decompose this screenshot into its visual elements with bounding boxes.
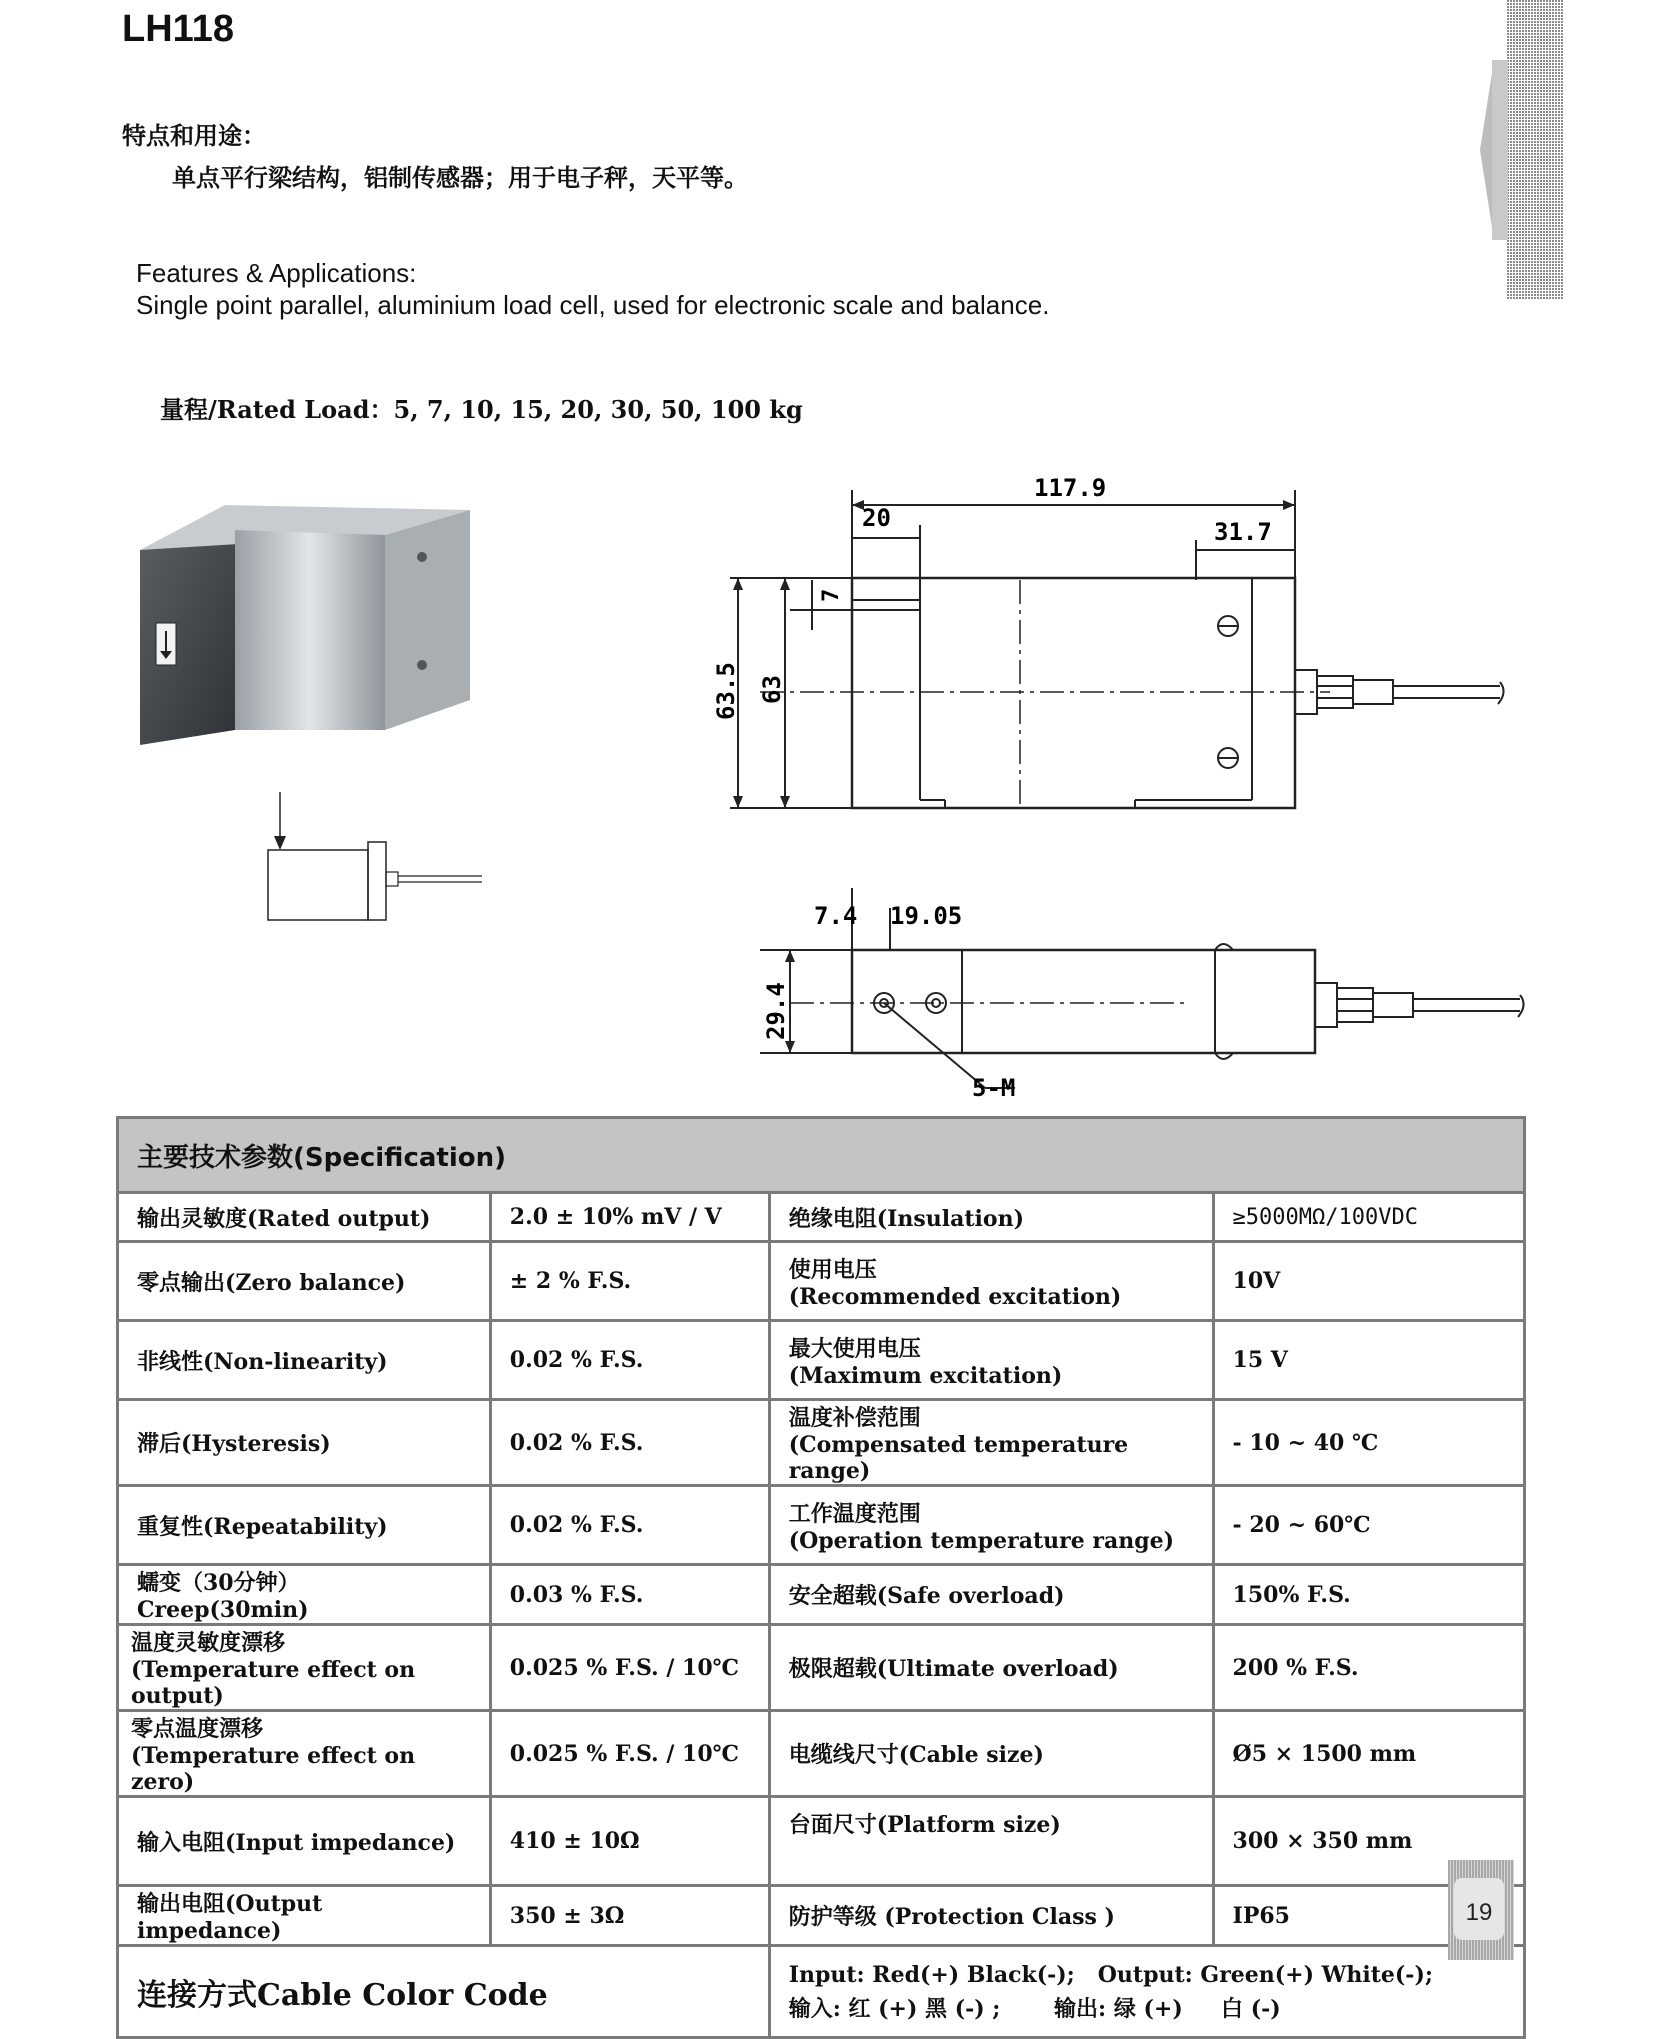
spec-label: 零点输出(Zero balance) <box>118 1242 491 1321</box>
spec-value: ± 2 % F.S. <box>490 1242 769 1321</box>
spec-value: - 20 ~ 60℃ <box>1213 1486 1524 1565</box>
rated-load: 量程/Rated Load：5, 7, 10, 15, 20, 30, 50, 100 kg <box>160 395 803 424</box>
spec-header-row <box>118 1118 1525 1193</box>
features-cn-text: 单点平行梁结构，铝制传感器；用于电子秤，天平等。 <box>172 164 748 192</box>
spec-label: 蠕变（30分钟）Creep(30min) <box>118 1565 491 1625</box>
spec-label-cn: 零点温度漂移 <box>131 1716 264 1742</box>
cable-color-row <box>118 1946 1525 2038</box>
spec-label: 防护等级 (Protection Class ) <box>769 1886 1213 1946</box>
spec-label: 输出灵敏度(Rated output) <box>118 1193 491 1242</box>
table-row <box>118 1797 1525 1886</box>
spec-label-2line <box>118 1711 491 1797</box>
spec-label: 重复性(Repeatability) <box>118 1486 491 1565</box>
table-row <box>118 1625 1525 1711</box>
dim-5m: 5-M <box>972 1074 1016 1102</box>
spec-value: 0.02 % F.S. <box>490 1321 769 1400</box>
dimension-drawing-side <box>760 888 1530 1108</box>
spec-value: 0.03 % F.S. <box>490 1565 769 1625</box>
dim-7-4: 7.4 <box>814 902 858 930</box>
spec-label-en: (Operation temperature range) <box>788 1527 1175 1554</box>
dim-19-05: 19.05 <box>890 902 963 930</box>
spec-label: 安全超载(Safe overload) <box>769 1565 1213 1625</box>
spec-label-2line <box>769 1400 1213 1486</box>
spec-value: 410 ± 10Ω <box>490 1797 769 1886</box>
cable-color-detail <box>769 1946 1524 2038</box>
features-en-heading: Features & Applications: <box>136 258 417 288</box>
table-row <box>118 1193 1525 1242</box>
dim-117-9: 117.9 <box>1034 474 1107 502</box>
spec-label: 极限超载(Ultimate overload) <box>769 1625 1213 1711</box>
spec-value: 0.025 % F.S. / 10℃ <box>490 1625 769 1711</box>
load-cell-photo <box>140 505 470 750</box>
page-number-badge <box>1448 1860 1514 1960</box>
spec-label-en: (Temperature effect on zero) <box>131 1743 416 1795</box>
table-row <box>118 1321 1525 1400</box>
spec-label-en: (Maximum excitation) <box>788 1362 1063 1389</box>
decorative-stripe-graphic <box>1480 0 1576 302</box>
features-en-text: Single point parallel, aluminium load cell, used for electronic scale and balance. <box>136 290 1050 320</box>
load-direction-schematic <box>262 792 492 922</box>
spec-label-2line <box>769 1242 1213 1321</box>
spec-label: 电缆线尺寸(Cable size) <box>769 1711 1213 1797</box>
dim-29-4: 29.4 <box>762 982 790 1040</box>
spec-label-en: (Recommended excitation) <box>788 1283 1122 1310</box>
table-row <box>118 1486 1525 1565</box>
spec-value: 10V <box>1213 1242 1524 1321</box>
spec-label: 非线性(Non-linearity) <box>118 1321 491 1400</box>
spec-value: 0.02 % F.S. <box>490 1486 769 1565</box>
product-title: LH118 <box>122 8 234 50</box>
spec-value: 2.0 ± 10% mV / V <box>490 1193 769 1242</box>
spec-label-cn: 温度灵敏度漂移 <box>131 1630 286 1656</box>
spec-label-en: (Compensated temperature range) <box>788 1432 1129 1484</box>
table-row <box>118 1400 1525 1486</box>
page-number: 19 <box>1465 1899 1493 1926</box>
spec-value: IP65 <box>1213 1886 1524 1946</box>
cable-color-en: Input: Red(+) Black(-); Output: Green(+) White(-); <box>788 1961 1433 1988</box>
spec-value: 350 ± 3Ω <box>490 1886 769 1946</box>
dim-63-5: 63.5 <box>712 662 740 720</box>
table-row <box>118 1242 1525 1321</box>
table-row <box>118 1886 1525 1946</box>
spec-label: 输入电阻(Input impedance) <box>118 1797 491 1886</box>
spec-label-cn: 最大使用电压 <box>788 1335 921 1362</box>
spec-label-cn: 使用电压 <box>788 1256 877 1283</box>
spec-label-en: (Temperature effect on output) <box>131 1657 416 1709</box>
dim-63: 63 <box>758 675 786 704</box>
dim-7: 7 <box>819 588 844 602</box>
dim-31-7: 31.7 <box>1214 518 1272 546</box>
spec-label-2line <box>769 1486 1213 1565</box>
spec-label-cn: 工作温度范围 <box>788 1500 921 1527</box>
table-row <box>118 1711 1525 1797</box>
spec-label-cn: 温度补偿范围 <box>788 1405 921 1431</box>
spec-value: 300 × 350 mm <box>1213 1797 1524 1886</box>
table-row <box>118 1565 1525 1625</box>
spec-value: 0.025 % F.S. / 10℃ <box>490 1711 769 1797</box>
spec-value: 15 V <box>1213 1321 1524 1400</box>
spec-value: ≥5000MΩ/100VDC <box>1213 1193 1524 1242</box>
spec-label-2line <box>769 1321 1213 1400</box>
spec-label: 台面尺寸(Platform size) <box>769 1797 1213 1886</box>
spec-label: 绝缘电阻(Insulation) <box>769 1193 1213 1242</box>
dimension-drawing-front <box>712 470 1530 840</box>
spec-value: 200 % F.S. <box>1213 1625 1524 1711</box>
spec-value: - 10 ~ 40 ℃ <box>1213 1400 1524 1486</box>
dim-20: 20 <box>862 504 891 532</box>
spec-label-2line <box>118 1625 491 1711</box>
specification-table <box>116 1116 1526 2039</box>
cable-color-cn: 输入: 红 (+) 黑 (-) ; 输出: 绿 (+) 白 (-) <box>788 1995 1281 2022</box>
spec-value: 150% F.S. <box>1213 1565 1524 1625</box>
spec-label: 输出电阻(Output impedance) <box>118 1886 491 1946</box>
spec-label: 滞后(Hysteresis) <box>118 1400 491 1486</box>
spec-value: 0.02 % F.S. <box>490 1400 769 1486</box>
features-cn-heading: 特点和用途： <box>122 122 266 150</box>
spec-heading: 主要技术参数(Specification) <box>118 1118 1525 1193</box>
spec-value: Ø5 × 1500 mm <box>1213 1711 1524 1797</box>
cable-color-label: 连接方式Cable Color Code <box>118 1946 770 2038</box>
